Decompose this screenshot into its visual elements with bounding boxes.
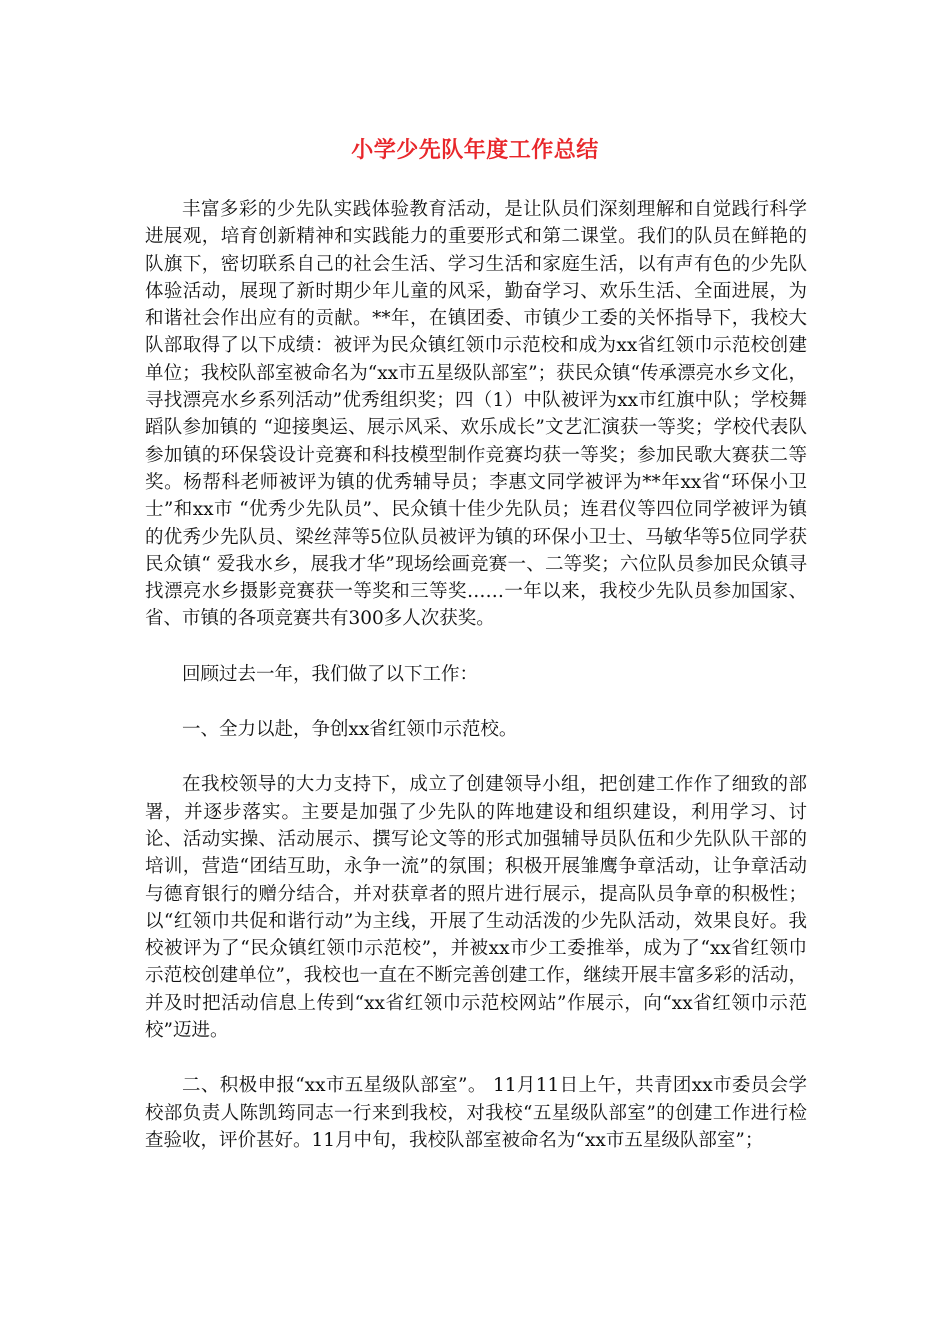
paragraph-achievements: 丰富多彩的少先队实践体验教育活动，是让队员们深刻理解和自觉践行科学进展观，培育创新精神和实践能力的重要形式和第二课堂。我们的队员在鲜艳的队旗下，密切联系自己的社会生活、学习生活和家庭生活，以有声有色的少先队体验活动，展现了新时期少年儿童的风采，勤奋学习、欢乐生活、全面进展，为和谐社会作出应有的贡献。**年，在镇团委、市镇少工委的关怀指导下，我校大队部取得了以下成绩：被评为民众镇红领巾示范校和成为xx省红领巾示范校创建单位；我校队部室被命名为“xx市五星级队部室”；获民众镇“传承漂亮水乡文化，寻找漂亮水乡系列活动”优秀组织奖；四（1）中队被评为xx市红旗中队；学校舞蹈队参加镇的 “迎接奥运、展示风采、欢乐成长”文艺汇演获一等奖；学校代表队参加镇的环保袋设计竞赛和科技模型制作竞赛均获一等奖；参加民歌大赛获二等奖。杨帮科老师被评为镇的优秀辅导员；李惠文同学被评为**年xx省“环保小卫士”和xx市 “优秀少先队员”、民众镇十佳少先队员；连君仪等四位同学被评为镇的优秀少先队员、梁丝萍等5位队员被评为镇的环保小卫士、马敏华等5位同学获民众镇“ 爱我水乡，展我才华”现场绘画竞赛一、二等奖；六位队员参加民众镇寻找漂亮水乡摄影竞赛获一等奖和三等奖……一年以来，我校少先队员参加国家、省、市镇的各项竞赛共有300多人次获奖。: [145, 199, 807, 630]
paragraph-section-1: 在我校领导的大力支持下，成立了创建领导小组，把创建工作作了细致的部署，并逐步落实。主要是加强了少先队的阵地建设和组织建设，利用学习、讨论、活动实操、活动展示、撰写论文等的形式加强辅导员队伍和少先队队干部的培训，营造“团结互助，永争一流”的氛围；积极开展雏鹰争章活动，让争章活动与德育银行的赠分结合，并对获章者的照片进行展示，提高队员争章的积极性；以“红领巾共促和谐行动”为主线，开展了生动活泼的少先队活动，效果良好。我校被评为了“民众镇红领巾示范校”，并被xx市少工委推举，成为了“xx省红领巾示范校创建单位”，我校也一直在不断完善创建工作，继续开展丰富多彩的活动，并及时把活动信息上传到“xx省红领巾示范校网站”作展示，向“xx省红领巾示范校”迈进。: [145, 774, 807, 1042]
paragraph-section-2: 二、积极申报“xx市五星级队部室”。 11月11日上午，共青团xx市委员会学校部负责人陈凯筠同志一行来到我校，对我校“五星级队部室”的创建工作进行检查验收，评价甚好。11月中旬，我校队部室被命名为“xx市五星级队部室”；: [145, 1075, 807, 1151]
section-heading-1: 一、全力以赴，争创xx省红领巾示范校。: [182, 719, 518, 741]
document-title: 小学少先队年度工作总结: [351, 138, 599, 163]
document-body: [145, 196, 807, 1154]
paragraph-review-intro: 回顾过去一年，我们做了以下工作：: [182, 663, 479, 685]
